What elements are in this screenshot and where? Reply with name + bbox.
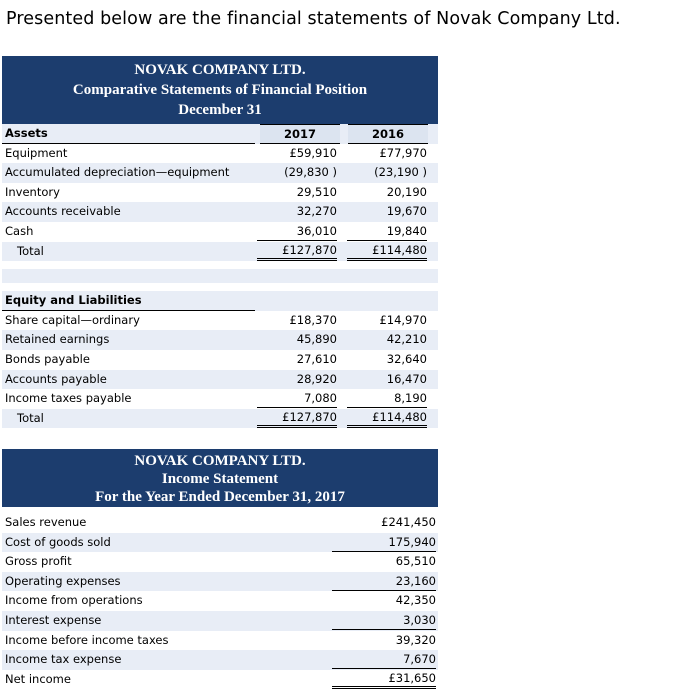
row-label: Equipment	[5, 145, 68, 160]
statement-date: December 31	[178, 102, 262, 118]
value-2016: 16,470	[386, 371, 427, 386]
equity-section	[2, 291, 438, 428]
row-label: Accumulated depreciation—equipment	[5, 165, 230, 180]
equity-heading: Equity and Liabilities	[5, 293, 142, 308]
value-2016: 19,840	[347, 222, 427, 241]
table-row	[2, 144, 438, 164]
value-2017: 7,080	[257, 389, 337, 408]
company-name: NOVAK COMPANY LTD.	[134, 62, 306, 78]
row-value: 65,510	[395, 554, 436, 569]
total-2016: £114,480	[347, 409, 427, 428]
table-row	[2, 202, 438, 222]
statement-period: For the Year Ended December 31, 2017	[95, 489, 345, 505]
assets-section	[2, 124, 438, 261]
value-2017: 28,920	[296, 371, 337, 386]
row-value: £241,450	[381, 515, 436, 529]
value-2016: 20,190	[386, 184, 427, 199]
row-value: 7,670	[332, 650, 436, 669]
table-row	[2, 163, 438, 183]
row-label: Gross profit	[5, 554, 72, 569]
row-label: Income before income taxes	[5, 632, 169, 647]
row-label: Cash	[5, 223, 34, 238]
row-label: Sales revenue	[5, 515, 87, 529]
value-2017: 27,610	[296, 351, 337, 366]
row-value: 175,940	[332, 533, 436, 552]
value-2016: (23,190 )	[374, 165, 427, 180]
row-value: 23,160	[332, 572, 436, 591]
intro-text: Presented below are the financial statements of Novak Company Ltd.	[6, 9, 621, 29]
table-row	[2, 183, 438, 203]
statement-title: Comparative Statements of Financial Position	[72, 82, 368, 98]
value-2016: 42,210	[386, 332, 427, 347]
table-row	[2, 591, 438, 611]
assets-heading-row	[2, 124, 438, 144]
row-label: Cost of goods sold	[5, 534, 111, 549]
table-row	[2, 572, 438, 592]
value-2016: £77,970	[379, 145, 427, 160]
value-2017: 45,890	[296, 332, 337, 347]
row-label: Inventory	[5, 184, 60, 199]
row-label: Income taxes payable	[5, 391, 132, 406]
value-2017: £18,370	[289, 312, 337, 327]
value-2016: 19,670	[386, 204, 427, 219]
value-2016: 8,190	[347, 389, 427, 408]
equity-heading-row	[2, 291, 438, 311]
row-label: Retained earnings	[5, 332, 110, 347]
year-2017-heading: 2017	[260, 124, 340, 144]
table-row	[2, 330, 438, 350]
total-2016: £114,480	[347, 242, 427, 261]
income-statement-header	[2, 449, 438, 507]
row-value: 3,030	[332, 611, 436, 630]
table-row	[2, 389, 438, 409]
row-label: Income tax expense	[5, 652, 122, 667]
balance-sheet	[2, 56, 438, 428]
year-2016-heading: 2016	[348, 124, 428, 144]
income-statement	[2, 449, 438, 689]
table-row	[2, 222, 438, 242]
value-2016: 32,640	[386, 351, 427, 366]
value-2017: (29,830 )	[284, 165, 337, 180]
row-value: 39,320	[395, 632, 436, 647]
value-2017: 32,270	[296, 204, 337, 219]
table-row	[2, 650, 438, 670]
row-label: Income from operations	[5, 593, 143, 608]
row-label: Share capital—ordinary	[5, 312, 140, 327]
total-label: Total	[17, 410, 44, 425]
section-divider	[2, 269, 438, 283]
table-row	[2, 611, 438, 631]
table-row	[2, 370, 438, 390]
value-2017: 29,510	[296, 184, 337, 199]
row-label: Operating expenses	[5, 573, 121, 588]
total-label: Total	[17, 243, 44, 258]
total-row	[2, 409, 438, 429]
value-2017: £59,910	[289, 145, 337, 160]
statement-title: Income Statement	[161, 471, 279, 487]
row-label: Accounts payable	[5, 371, 107, 386]
income-rows	[2, 507, 438, 689]
value-2017: 36,010	[257, 222, 337, 241]
total-2017: £127,870	[257, 242, 337, 261]
table-row	[2, 552, 438, 572]
net-income-row	[2, 670, 438, 690]
row-value: £31,650	[332, 670, 436, 689]
row-label: Bonds payable	[5, 351, 90, 366]
row-value: 42,350	[395, 593, 436, 608]
table-row	[2, 311, 438, 331]
total-row	[2, 242, 438, 262]
row-label: Interest expense	[5, 612, 102, 627]
table-row	[2, 350, 438, 370]
balance-sheet-header	[2, 56, 438, 124]
table-row	[2, 513, 438, 533]
assets-heading: Assets	[5, 126, 48, 140]
value-2016: £14,970	[379, 312, 427, 327]
row-label: Net income	[5, 671, 71, 686]
row-label: Accounts receivable	[5, 204, 121, 219]
table-row	[2, 533, 438, 553]
table-row	[2, 631, 438, 651]
company-name: NOVAK COMPANY LTD.	[134, 453, 306, 469]
total-2017: £127,870	[257, 409, 337, 428]
